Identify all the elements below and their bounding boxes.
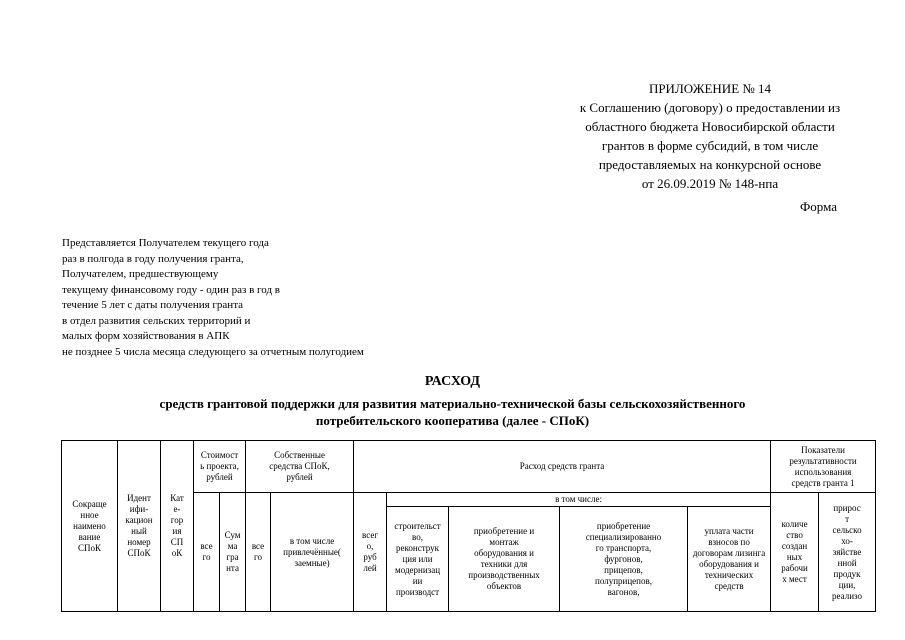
- header-transport: приобретение специализированно го транспорта, фургонов, прицепов, полуприцепов, вагонов,: [560, 507, 688, 612]
- note-line: текущему финансовому году - один раз в год в: [62, 283, 280, 296]
- header-cost-total: все го: [194, 493, 220, 612]
- header-category: Кат е- гор ия СП оК: [161, 441, 194, 612]
- header-short-name: Сокраще нное наимено вание СПоК: [62, 441, 118, 612]
- subtitle-line-1: средств грантовой поддержки для развития материально-технической базы сельскохозяйственного: [159, 396, 746, 411]
- appendix-line: грантов в форме субсидий, в том числе: [601, 138, 819, 153]
- header-performance-indicators: Показатели результативности использования средств гранта 1: [771, 441, 876, 493]
- header-project-cost: Стоимост ь проекта, рублей: [194, 441, 246, 493]
- header-construction: строительст во, реконструк ция или модернизац ии производст: [387, 507, 449, 612]
- appendix-line: предоставляемых на конкурсной основе: [598, 157, 822, 172]
- submission-note: [62, 236, 364, 360]
- header-grant-total: всег о, руб лей: [354, 493, 387, 612]
- header-equipment: приобретение и монтаж оборудования и техники для производственных объектов: [449, 507, 560, 612]
- document-title: РАСХОД: [424, 374, 481, 389]
- appendix-line: от 26.09.2019 № 148-нпа: [641, 176, 779, 191]
- header-including: в том числе:: [387, 493, 771, 507]
- note-line: в отдел развития сельских территорий и: [62, 314, 251, 327]
- appendix-line: областного бюджета Новосибирской области: [585, 119, 835, 134]
- note-line: Получателем, предшествующему: [62, 268, 219, 280]
- note-line: не позднее 5 числа месяца следующего за отчетным полугодием: [62, 345, 364, 358]
- note-line: течение 5 лет с даты получения гранта: [62, 299, 244, 311]
- header-jobs-created: количе ство создан ных рабочи х мест: [771, 493, 819, 612]
- form-label: Форма: [800, 199, 837, 214]
- appendix-line: к Соглашению (договору) о предоставлении из: [579, 100, 841, 115]
- header-cost-grant-sum: Сум ма гра нта: [220, 493, 246, 612]
- header-leasing: уплата части взносов по договорам лизинга оборудования и технических средств: [688, 507, 771, 612]
- header-own-total: все го: [246, 493, 271, 612]
- header-own-funds: Собственные средства СПоК, рублей: [246, 441, 354, 493]
- note-line: малых форм хозяйствования в АПК: [62, 330, 230, 342]
- header-own-borrowed: в том числе привлечённые( заемные): [271, 493, 354, 612]
- header-grant-spending: Расход средств гранта: [354, 441, 771, 493]
- subtitle-line-2: потребительского кооператива (далее - СПоК): [315, 413, 590, 428]
- appendix-line: ПРИЛОЖЕНИЕ № 14: [648, 81, 772, 96]
- header-identification-number: Идент ифи- кацион ный номер СПоК: [118, 441, 161, 612]
- appendix-header: [540, 79, 880, 193]
- note-line: раз в полгода в году получения гранта,: [62, 252, 244, 265]
- header-production-growth: прирос т сельско хо- зяйстве нной продук ции, реализо: [819, 493, 876, 612]
- expense-table: [61, 440, 876, 612]
- note-line: Представляется Получателем текущего года: [62, 237, 269, 249]
- document-subtitle: [0, 395, 905, 429]
